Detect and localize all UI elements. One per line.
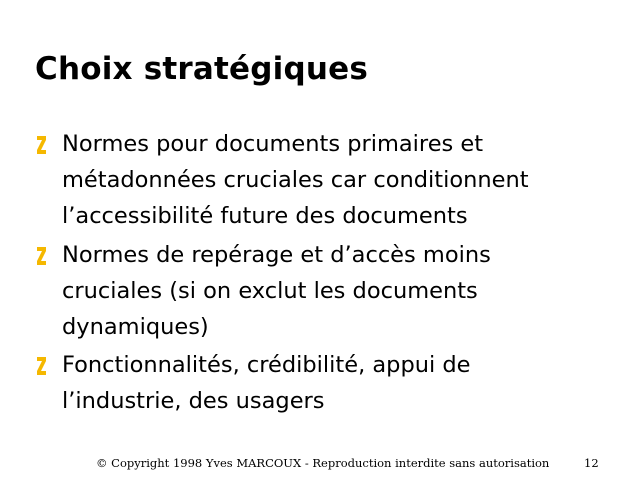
page-number: 12: [584, 456, 599, 470]
bullet-text-line: dynamiques): [62, 314, 209, 340]
bullet-text-line: l’industrie, des usagers: [62, 388, 325, 414]
bullet-item: [37, 237, 627, 345]
z-bullet-icon: [37, 357, 46, 375]
bullet-text-line: métadonnées cruciales car conditionnent: [62, 167, 529, 193]
bullet-text-line: Normes pour documents primaires et: [62, 131, 484, 157]
bullet-item: [37, 126, 627, 234]
z-bullet-icon: [37, 136, 46, 154]
z-bullet-icon: [37, 247, 46, 265]
bullet-text-line: Fonctionnalités, crédibilité, appui de: [62, 352, 471, 378]
copyright-footer: © Copyright 1998 Yves MARCOUX - Reproduction interdite sans autorisation: [96, 456, 550, 470]
slide-title: Choix stratégiques: [35, 51, 369, 87]
bullet-text-line: cruciales (si on exclut les documents: [62, 278, 478, 304]
bullet-text-line: l’accessibilité future des documents: [62, 203, 468, 229]
bullet-list: [37, 126, 627, 421]
bullet-item: [37, 347, 627, 419]
bullet-text-line: Normes de repérage et d’accès moins: [62, 242, 491, 268]
